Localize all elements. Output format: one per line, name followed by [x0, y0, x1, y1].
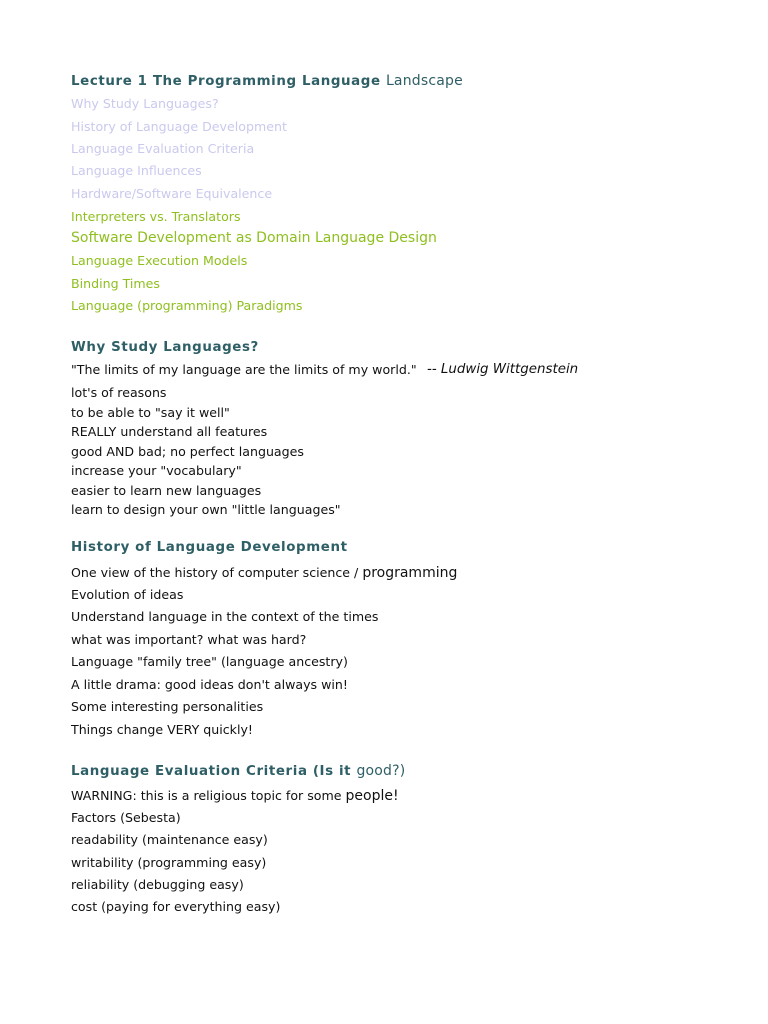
why-line-1: lot's of reasons: [71, 385, 167, 400]
criteria-line-1: Factors (Sebesta): [71, 810, 181, 825]
history-line-6: A little drama: good ideas don't always win!: [71, 677, 348, 692]
quote-text: "The limits of my language are the limits of my world.": [71, 362, 417, 377]
history-line-4: what was important? what was hard?: [71, 632, 307, 647]
criteria-warning-text: WARNING: this is a religious topic for some: [71, 788, 342, 803]
why-line-6: easier to learn new languages: [71, 483, 262, 498]
toc-link-hw-sw[interactable]: Hardware/Software Equivalence: [71, 186, 273, 201]
history-line-2: Evolution of ideas: [71, 587, 184, 602]
toc-link-history[interactable]: History of Language Development: [71, 119, 287, 134]
history-line-1: [71, 565, 457, 581]
section-heading-history: History of Language Development: [71, 540, 348, 555]
lecture-title-bold: Lecture 1 The Programming Language: [71, 74, 381, 89]
why-line-7: learn to design your own "little languages": [71, 502, 341, 517]
criteria-line-3: writability (programming easy): [71, 855, 267, 870]
toc-link-paradigms[interactable]: Language (programming) Paradigms: [71, 298, 303, 313]
why-line-4: good AND bad; no perfect languages: [71, 444, 304, 459]
why-line-2: to be able to "say it well": [71, 405, 230, 420]
toc-link-execution-models[interactable]: Language Execution Models: [71, 253, 248, 268]
criteria-line-2: readability (maintenance easy): [71, 832, 268, 847]
quote-author: -- Ludwig Wittgenstein: [427, 362, 579, 377]
toc-link-evaluation[interactable]: Language Evaluation Criteria: [71, 141, 255, 156]
criteria-warning-emphasis: people!: [345, 788, 399, 804]
criteria-heading-light: good?): [356, 763, 406, 779]
why-line-5: increase your "vocabulary": [71, 463, 242, 478]
history-line-1-text: One view of the history of computer science /: [71, 565, 359, 580]
section-heading-criteria: [71, 763, 405, 779]
toc-link-why-study[interactable]: Why Study Languages?: [71, 96, 219, 111]
toc-link-interpreters[interactable]: Interpreters vs. Translators: [71, 209, 241, 224]
history-line-7: Some interesting personalities: [71, 699, 264, 714]
history-line-3: Understand language in the context of the times: [71, 609, 379, 624]
criteria-line-5: cost (paying for everything easy): [71, 899, 281, 914]
toc-link-influences[interactable]: Language Influences: [71, 163, 202, 178]
toc-link-binding-times[interactable]: Binding Times: [71, 276, 160, 291]
history-line-5: Language "family tree" (language ancestry): [71, 654, 348, 669]
criteria-warning: [71, 788, 399, 804]
criteria-heading-bold: Language Evaluation Criteria (Is it: [71, 764, 352, 779]
lecture-title: [71, 73, 463, 89]
why-line-3: REALLY understand all features: [71, 424, 268, 439]
section-heading-why: Why Study Languages?: [71, 340, 259, 355]
toc-link-domain-design[interactable]: Software Development as Domain Language Design: [71, 230, 437, 246]
lecture-title-light: Landscape: [385, 73, 463, 89]
wittgenstein-quote: [71, 362, 417, 377]
history-line-8: Things change VERY quickly!: [71, 722, 253, 737]
history-line-1-emphasis: programming: [362, 565, 458, 581]
criteria-line-4: reliability (debugging easy): [71, 877, 244, 892]
